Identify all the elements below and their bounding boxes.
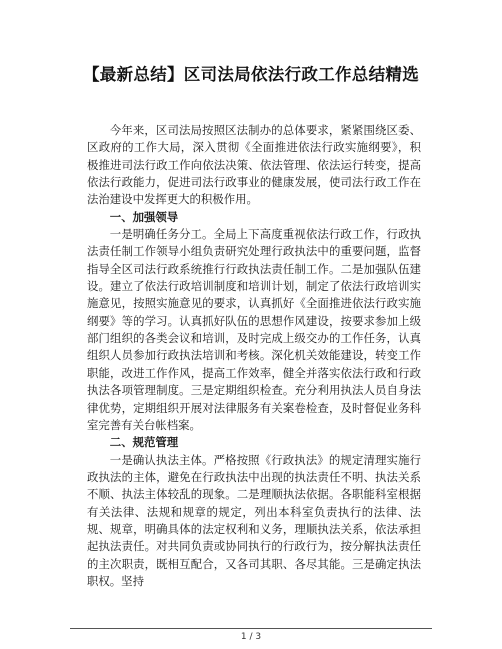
document-body	[87, 122, 421, 590]
page-number: 1 / 3	[240, 632, 262, 642]
section-heading-leadership: 一、加强领导	[109, 209, 179, 224]
intro-paragraph: 今年来，区司法局按照区法制办的总体要求，紧紧围绕区委、区政府的工作大局，深入贯彻《全面推进依法行政实施纲要》，积极推进司法行政工作向依法决策、依法管理、依法运行转变，提高依法行政能力，促进司法行政事业的健康发展，使司法行政工作在法治建设中发挥更大的积极作用。	[87, 123, 421, 207]
section-paragraph-management: 一是确认执法主体。严格按照《行政执法》的规定清理实施行政执法的主体，避免在行政执法中出现的执法责任不明、执法关系不顺、执法主体较乱的现象。二是理顺执法依据。各职能科室根据有关法律、法规和规章的规定，列出本科室负责执行的法律、法规、规章，明确具体的法定权利和义务，理顺执法关系，依法承担起执法责任。对共同负责或协同执行的行政行为，按分解执法责任的主次职责，既相互配合，又各司其职、各尽其能。三是确定执法职权。坚持	[87, 452, 421, 588]
document-title: 【最新总结】区司法局依法行政工作总结精选	[83, 65, 419, 84]
section-paragraph-leadership: 一是明确任务分工。全局上下高度重视依法行政工作，行政执法责任制工作领导小组负责研究处理行政执法中的重要问题，监督指导全区司法行政系统推行行政执法责任制工作。二是加强队伍建设。建立了依法行政培训制度和培训计划，制定了依法行政培训实施意见，按照实施意见的要求，认真抓好《全面推进依法行政实施纲要》等的学习。认真抓好队伍的思想作风建设，按要求参加上级部门组织的各类会议和培训，及时完成上级交办的工作任务，认真组织人员参加行政执法培训和考核。深化机关效能建设，转变工作职能，改进工作作风，提高工作效率，健全并落实依法行政和行政执法各项管理制度。三是定期组织检查。充分利用执法人员自身法律优势，定期组织开展对法律服务有关案卷检查，及时督促业务科室完善有关台帐档案。	[87, 227, 421, 432]
footer-divider	[70, 628, 432, 629]
section-heading-management: 二、规范管理	[109, 435, 179, 450]
